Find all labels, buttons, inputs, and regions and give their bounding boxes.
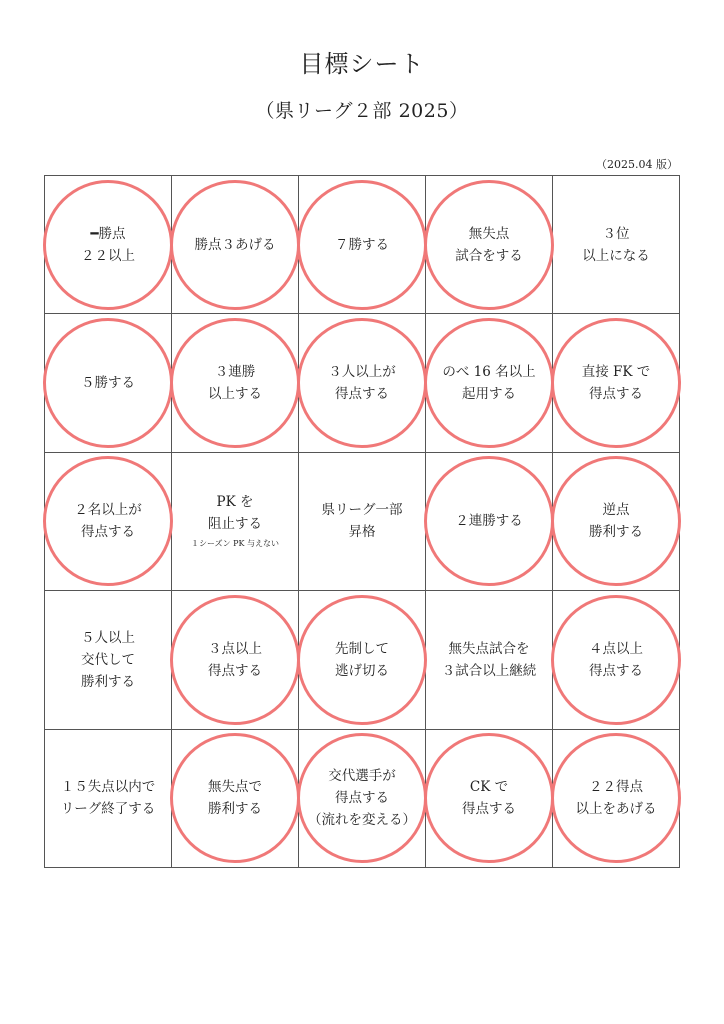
goal-text-line: 得点する: [335, 386, 389, 403]
goal-text-line: 阻止する: [208, 516, 262, 533]
goal-text-line: 逃げ切る: [335, 662, 389, 679]
goal-cell: [426, 314, 553, 452]
goal-text-line: 勝利する: [589, 524, 643, 541]
goal-grid: [44, 175, 680, 868]
goal-text-line: 県リーグ一部: [321, 502, 403, 519]
page-subtitle: （県リーグ２部 2025）: [255, 100, 469, 122]
goal-text-line: 無失点: [468, 225, 510, 242]
goal-cell: [426, 176, 553, 314]
goal-text-line: ２２以上: [81, 247, 135, 264]
goal-cell: [172, 314, 299, 452]
goal-text-line: ２２得点: [589, 779, 643, 796]
goal-cell: [299, 591, 426, 729]
goal-cell: [553, 591, 680, 729]
goal-text-line: 無失点試合を: [448, 640, 530, 657]
goal-text-line: 以上する: [208, 386, 262, 403]
goal-text-line: 得点する: [208, 662, 262, 679]
goal-text-line: 直接 FK で: [581, 364, 651, 381]
goal-text-line: ２名以上が: [74, 502, 142, 519]
goal-text-line: 交代して: [81, 651, 135, 668]
goal-cell: [299, 314, 426, 452]
goal-cell: [45, 730, 172, 868]
goal-cell: [426, 453, 553, 591]
goal-cell: [172, 453, 299, 591]
goal-text-line: 無失点で: [208, 779, 262, 796]
goal-text-line: ━勝点: [90, 225, 126, 242]
version-label: （2025.04 版）: [596, 158, 678, 171]
goal-text-line: （流れを変える）: [308, 812, 416, 829]
goal-cell: [172, 591, 299, 729]
goal-cell: [45, 314, 172, 452]
goal-cell: [172, 730, 299, 868]
goal-cell: [426, 730, 553, 868]
goal-cell: [553, 176, 680, 314]
goal-text-line: 起用する: [462, 386, 516, 403]
goal-text-line: 交代選手が: [328, 768, 396, 785]
goal-text-line: 以上になる: [582, 247, 650, 264]
goal-text-line: ５人以上: [81, 629, 135, 646]
goal-cell: [299, 453, 426, 591]
goal-text-line: ５勝する: [81, 375, 135, 392]
goal-text-line: 昇格: [348, 524, 376, 541]
goal-text-line: ２連勝する: [455, 513, 523, 530]
goal-text-line: 勝利する: [208, 801, 262, 818]
goal-text-line: ４点以上: [589, 640, 643, 657]
page-title: 目標シート: [299, 50, 425, 78]
goal-cell: [553, 453, 680, 591]
goal-text-line: 逆点: [602, 502, 630, 519]
goal-cell: [299, 176, 426, 314]
goal-text-line: 得点する: [589, 662, 643, 679]
goal-cell: [172, 176, 299, 314]
goal-cell: [45, 591, 172, 729]
goal-text-line: ７勝する: [335, 236, 389, 253]
goal-text-line: 得点する: [462, 801, 516, 818]
goal-text-line: 先制して: [335, 640, 389, 657]
goal-text-line: 得点する: [335, 790, 389, 807]
goal-text-line: ３連勝: [214, 364, 256, 381]
goal-cell: [426, 591, 553, 729]
goal-cell: [299, 730, 426, 868]
goal-cell: [553, 314, 680, 452]
goal-text-line: １５失点以内で: [60, 779, 156, 796]
goal-text-line: 勝利する: [81, 673, 135, 690]
goal-note: １シーズン PK 与えない: [190, 539, 280, 549]
goal-text-line: ３試合以上継続: [441, 662, 537, 679]
goal-text-line: 得点する: [589, 386, 643, 403]
goal-text-line: 勝点３あげる: [194, 236, 276, 253]
goal-cell: [45, 176, 172, 314]
goal-text-line: 以上をあげる: [575, 801, 657, 818]
goal-cell: [45, 453, 172, 591]
goal-text-line: ３点以上: [208, 640, 262, 657]
goal-text-line: PK を: [216, 494, 254, 511]
goal-text-line: のべ 16 名以上: [442, 364, 536, 381]
goal-text-line: 得点する: [81, 524, 135, 541]
goal-text-line: CK で: [469, 779, 509, 796]
goal-text-line: ３人以上が: [328, 364, 396, 381]
goal-cell: [553, 730, 680, 868]
goal-text-line: ３位: [602, 225, 630, 242]
goal-text-line: 試合をする: [455, 247, 523, 264]
goal-text-line: リーグ終了する: [60, 801, 156, 818]
